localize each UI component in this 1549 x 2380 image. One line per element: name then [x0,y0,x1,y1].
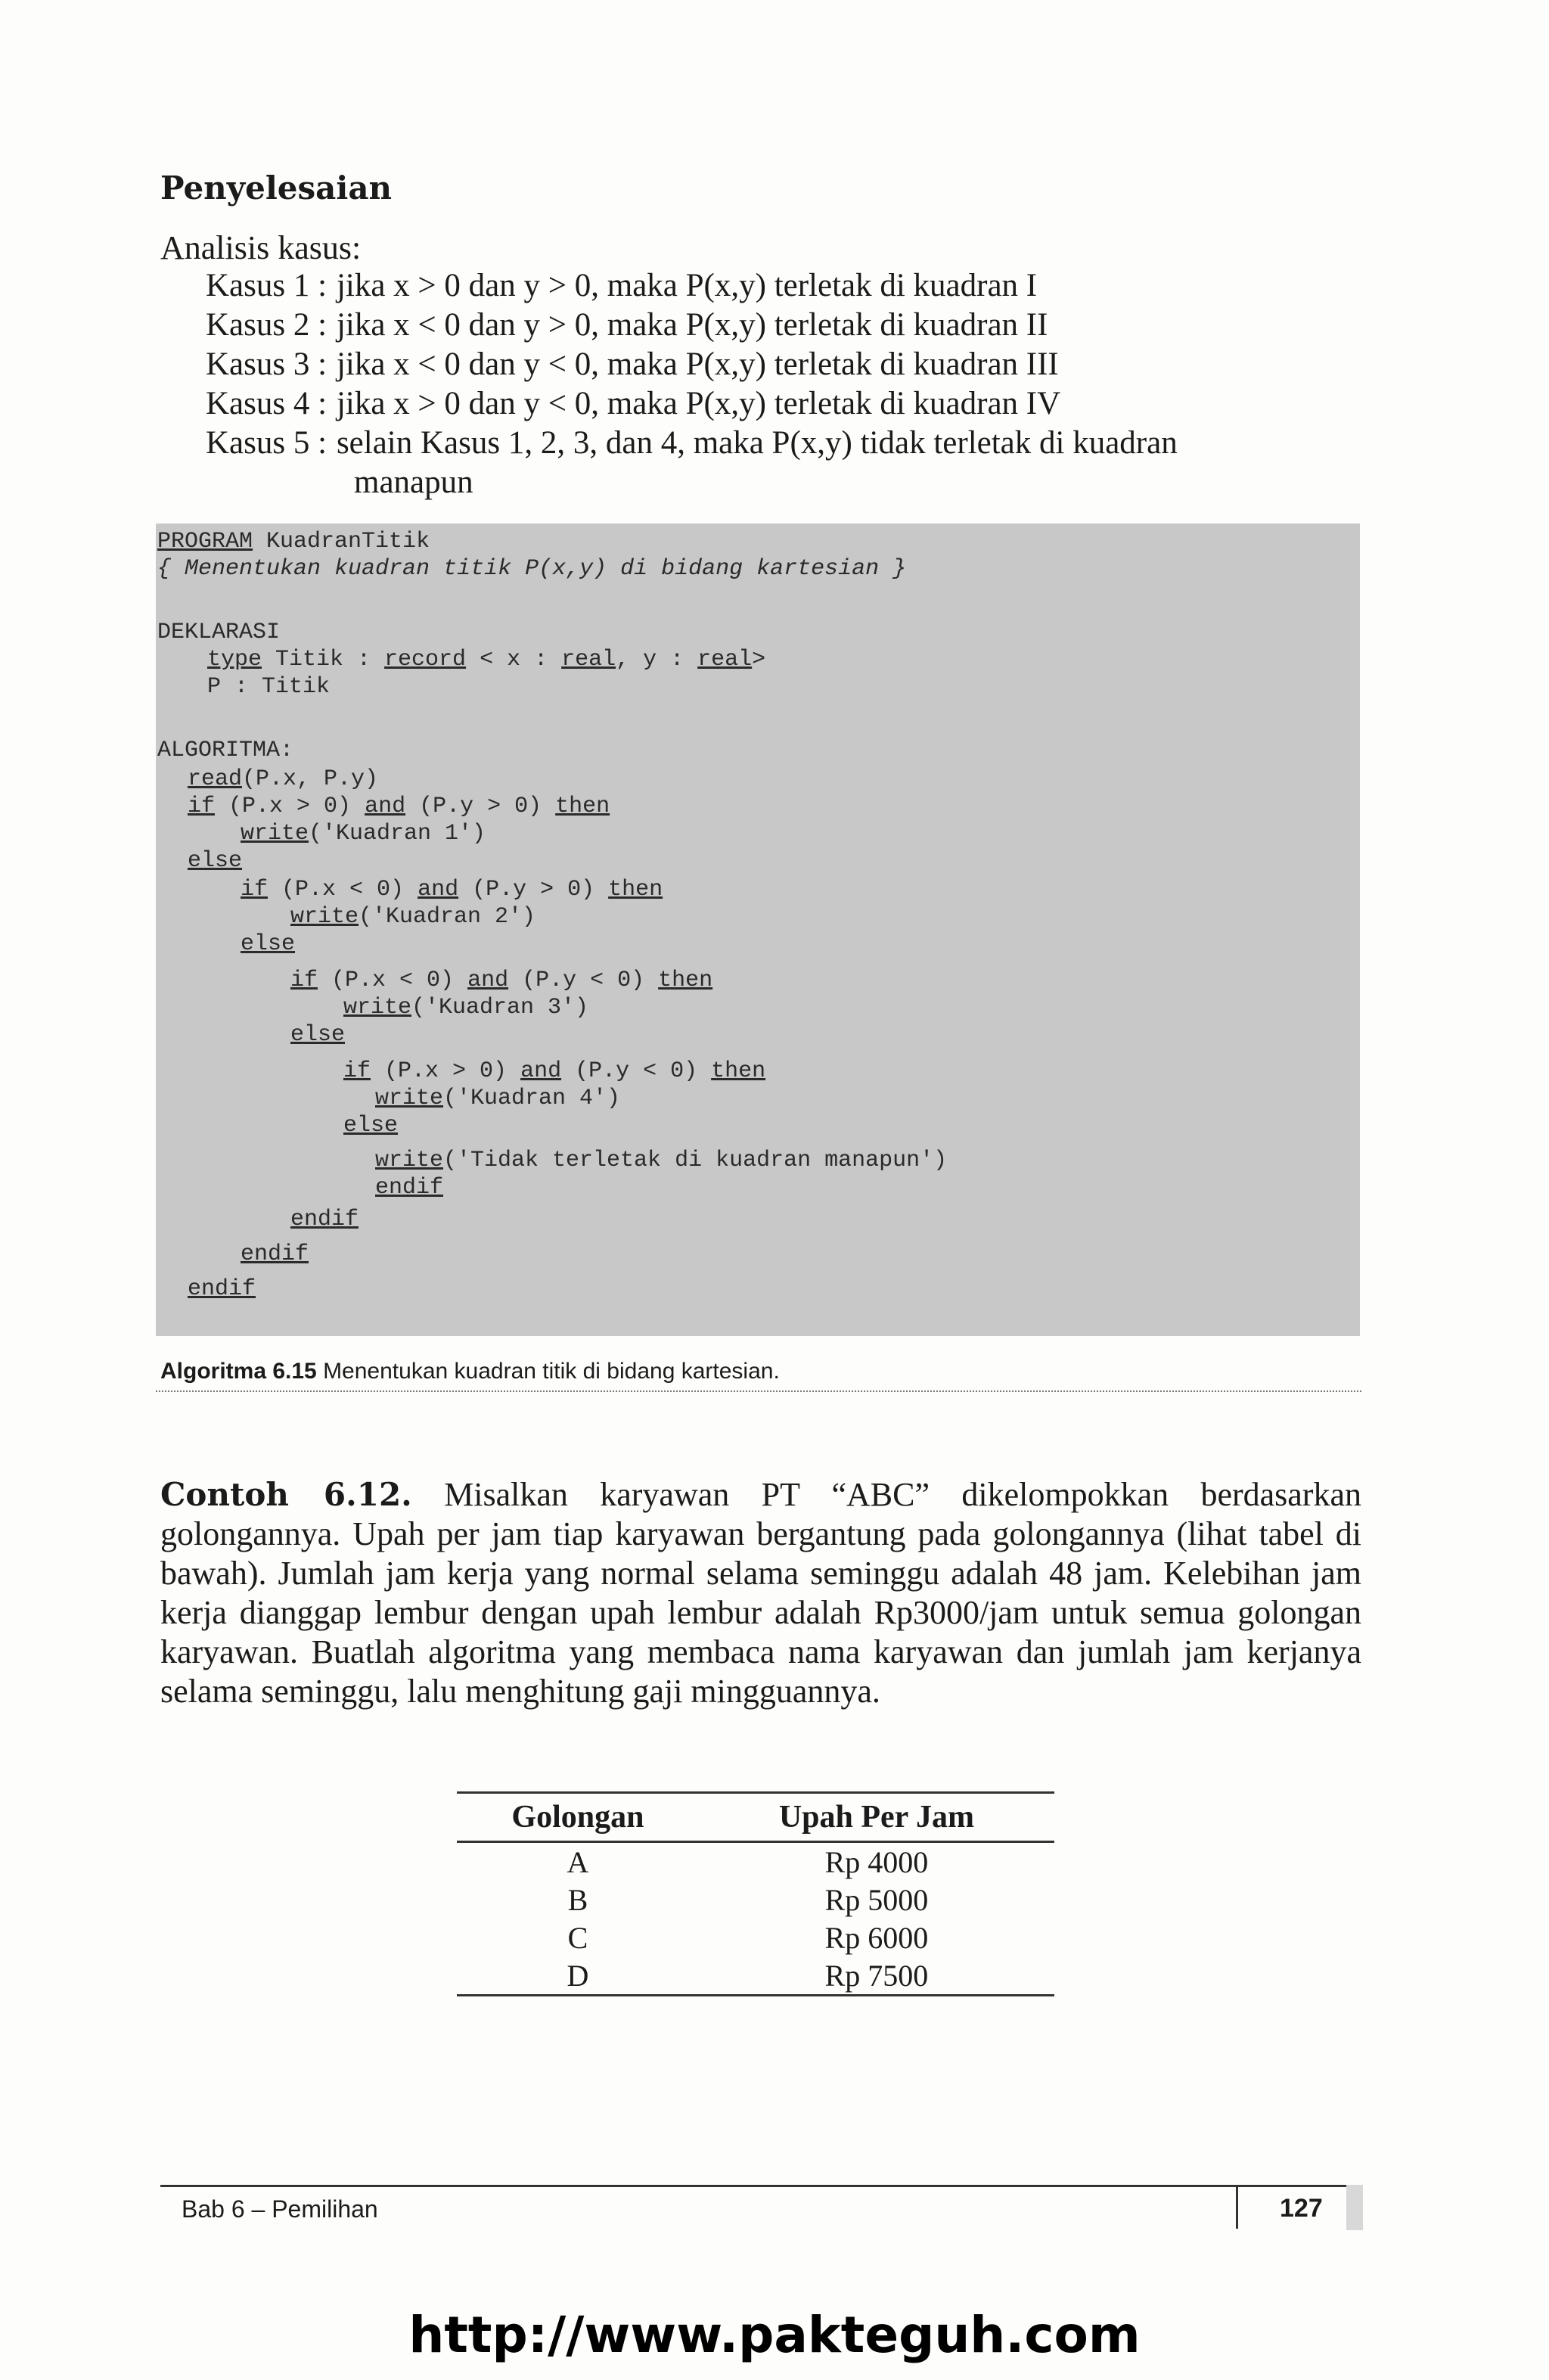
table-cell: A [567,1844,589,1879]
code-keyword: else [290,1022,346,1048]
code-keyword: if [241,877,269,903]
watermark-url: http://www.pakteguh.com [408,2306,1141,2364]
code-keyword: and [467,968,509,993]
code-line [375,1174,443,1201]
code-keyword: if [290,968,318,993]
case-label: Kasus 4 : [206,386,327,421]
code-text: (P.x > 0) [371,1058,521,1084]
table-row [457,1956,1054,1996]
case-item [206,345,1371,384]
code-keyword: if [188,794,216,819]
code-keyword: endif [375,1175,444,1201]
code-line [157,737,293,764]
code-text: KuadranTitik [253,529,430,555]
code-text: (P.x > 0) [215,794,365,819]
code-text: (P.y < 0) [561,1058,712,1084]
code-line [207,673,330,701]
section-title: Penyelesaian [160,169,393,207]
footer-divider [160,2185,1361,2187]
code-keyword: PROGRAM [157,529,253,555]
table-cell: Rp 5000 [824,1882,929,1917]
code-line [188,766,378,793]
code-keyword: write [375,1148,444,1173]
code-keyword: if [343,1058,371,1084]
code-text: > [752,647,766,673]
table-cell: Rp 6000 [824,1920,929,1955]
code-line [207,646,765,673]
table-cell: C [567,1920,588,1955]
code-line [290,1206,359,1233]
code-keyword: write [343,995,412,1021]
code-line [343,1112,398,1139]
code-line [157,528,430,555]
code-text: (P.y > 0) [405,794,556,819]
table-cell: Rp 7500 [699,1956,1054,1996]
case-list [206,266,1371,463]
code-keyword: record [384,647,467,673]
code-keyword: then [658,968,713,993]
code-text: < x : [466,647,562,673]
code-line [375,1147,947,1174]
case-text: selain Kasus 1, 2, 3, dan 4, maka P(x,y) tidak terletak di kuadran [336,425,1178,461]
case-label: Kasus 3 : [206,346,327,382]
code-text: , y : [616,647,698,673]
code-keyword: then [608,877,663,903]
code-text: ('Kuadran 1') [309,821,486,847]
code-line [188,793,610,820]
code-keyword: write [241,821,309,847]
code-keyword: and [520,1058,562,1084]
caption-label: Algoritma 6.15 [160,1359,317,1384]
case-item [206,384,1371,424]
analysis-label: Analisis kasus: [160,229,362,266]
table-header-row [457,1793,1054,1842]
table-cell: B [567,1882,588,1917]
caption-text: Menentukan kuadran titik di bidang kartesian. [316,1359,780,1384]
table-row [457,1842,1054,1881]
column-header: Upah Per Jam [699,1793,1054,1842]
code-text: ('Kuadran 3') [411,995,589,1021]
code-text: (P.x < 0) [268,877,418,903]
code-keyword: endif [241,1241,309,1267]
case-text: jika x > 0 dan y < 0, maka P(x,y) terletak di kuadran IV [336,386,1061,421]
case-item [206,424,1371,463]
case-text: jika x > 0 dan y > 0, maka P(x,y) terletak di kuadran I [336,268,1038,303]
case-text: jika x < 0 dan y < 0, maka P(x,y) terletak di kuadran III [336,346,1059,382]
table-cell: D [457,1956,699,1996]
footer-chapter: Bab 6 – Pemilihan [182,2195,378,2223]
code-text: (P.y > 0) [458,877,609,903]
code-keyword: and [418,877,459,903]
algorithm-caption [160,1359,780,1384]
code-keyword: write [375,1086,444,1111]
code-keyword: write [290,904,359,930]
case-text: jika x < 0 dan y > 0, maka P(x,y) terletak di kuadran II [336,307,1048,343]
case-label: Kasus 2 : [206,307,327,343]
page-number: 127 [1280,2194,1323,2223]
code-line [290,1021,345,1049]
table-row [457,1919,1054,1956]
code-text: (P.x, P.y) [242,766,379,792]
footer-shade [1346,2185,1363,2230]
table-row [457,1881,1054,1919]
code-line [343,1058,765,1085]
code-text: P : Titik [207,674,331,700]
code-line [241,820,486,847]
case-item [206,266,1371,306]
case-label: Kasus 1 : [206,268,327,303]
code-keyword: type [207,647,262,673]
case-continuation: manapun [354,465,473,500]
code-text: Titik : [262,647,385,673]
code-keyword: real [697,647,753,673]
code-line [241,931,295,958]
code-line [241,876,663,903]
code-keyword: real [561,647,616,673]
example-paragraph [160,1475,1361,1711]
code-section: DEKLARASI [157,620,281,645]
code-section: ALGORITMA: [157,738,294,763]
code-keyword: read [188,766,243,792]
example-label: Contoh 6.12. [160,1476,412,1513]
wage-table [457,1791,1054,1996]
example-text: Misalkan karyawan PT “ABC” dikelompokkan berdasarkan golongannya. Upah per jam tiap karyawan bergantung pada golongannya (lihat tabel di bawah). Jumlah jam kerja yang normal selama seminggu adalah 48 jam. Kelebihan jam kerja dianggap lembur dengan upah lembur adalah Rp3000/jam untuk semua golongan karyawan. Buatlah algoritma yang membaca nama karyawan dan jumlah jam kerjanya selama seminggu, lalu menghitung gaji mingguannya. [160,1476,1361,1710]
code-keyword: else [343,1113,399,1139]
code-line [188,847,242,875]
code-text: ('Tidak terletak di kuadran manapun') [443,1148,948,1173]
code-keyword: else [241,931,296,957]
code-comment: { Menentukan kuadran titik P(x,y) di bidang kartesian } [157,556,907,582]
code-keyword: else [188,848,243,874]
case-label: Kasus 5 : [206,425,327,461]
code-line [290,903,535,931]
column-header: Golongan [457,1793,699,1842]
code-keyword: then [555,794,610,819]
case-item [206,306,1371,345]
code-line [157,555,906,583]
caption-divider [156,1390,1361,1392]
code-text: (P.y < 0) [508,968,659,993]
code-line [343,994,588,1021]
footer-separator [1236,2185,1238,2229]
code-line [375,1085,620,1112]
table-cell: Rp 4000 [824,1844,929,1879]
code-text: ('Kuadran 4') [443,1086,621,1111]
code-line [241,1241,309,1268]
code-text: (P.x < 0) [318,968,468,993]
code-keyword: endif [188,1276,256,1302]
code-text: ('Kuadran 2') [359,904,536,930]
code-line [188,1275,256,1303]
code-line [157,619,280,646]
code-line [290,967,712,994]
code-keyword: and [365,794,406,819]
code-keyword: endif [290,1207,359,1232]
code-keyword: then [711,1058,766,1084]
